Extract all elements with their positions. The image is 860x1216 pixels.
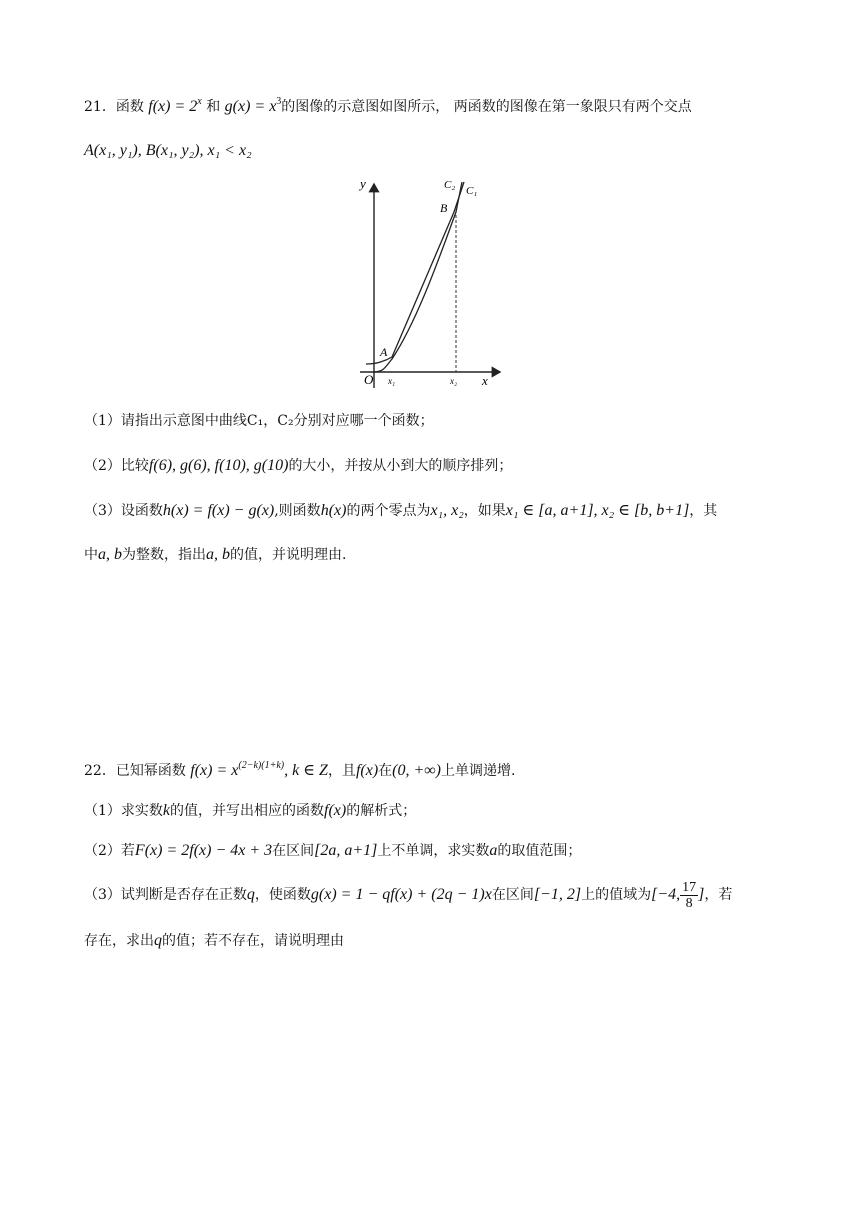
q21-p3-text-c: 的两个零点为 <box>346 503 431 519</box>
q21-f-formula <box>148 98 201 115</box>
q22-p1-text-b: 的值，并写出相应的函数 <box>170 803 325 819</box>
q22-stem <box>84 760 515 780</box>
q21-p3-text-b: ,则函数 <box>274 503 321 519</box>
q22-interval: (0, +∞) <box>392 762 441 779</box>
q21-number: 21． <box>84 99 116 115</box>
q21-g-formula <box>225 98 282 115</box>
q21-part2 <box>84 455 512 475</box>
q22-p3-q: q <box>246 886 255 904</box>
q22-text-c: 在 <box>378 763 393 779</box>
q22-k-cond: , k ∈ Z <box>284 762 328 779</box>
q22-p3-g: g(x) = 1 − qf(x) + (2q − 1)x <box>310 886 492 904</box>
q22-f-formula <box>190 762 328 779</box>
q22-part3-line2 <box>84 930 344 950</box>
q21-points: A(x₁, y₁), B(x₁, y₂), x₁ < x₂ <box>84 142 252 159</box>
q21-p3-text: （3）设函数 <box>84 503 163 519</box>
q21-p2-text-b: 的大小，并按从小到大的顺序排列； <box>288 458 513 474</box>
q21-p3-text-e: ，其 <box>689 503 718 519</box>
curve-c2 <box>374 182 462 372</box>
q22-p1-text-c: 的解析式； <box>346 803 417 819</box>
curve-c1 <box>366 182 464 364</box>
q21-p1-comma: ， <box>263 413 278 429</box>
graph-label-c2: C₂ <box>444 179 456 191</box>
q22-p3-range-close: ] <box>698 886 705 904</box>
q22-p2-interval: [2a, a+1] <box>314 842 378 859</box>
q21-p1-c1: C₁ <box>246 413 264 429</box>
q22-text: 已知幂函数 <box>115 763 186 779</box>
q22-p2-text-c: 上不单调，求实数 <box>377 843 490 859</box>
q22-p3-range <box>651 880 705 911</box>
q21-p3-intervals: x₁ ∈ [a, a+1], x₂ ∈ [b, b+1] <box>505 502 690 519</box>
q21-p3-text-f: 中 <box>84 547 98 563</box>
q22-p1-k: k <box>162 802 171 819</box>
q21-p2-math: f(6), g(6), f(10), g(10) <box>148 457 289 474</box>
q21-part3-line1 <box>84 500 717 520</box>
q22-f-exponent: (2−k)(1+k) <box>238 760 285 771</box>
q21-p3-ab: a, b <box>98 546 122 563</box>
q22-p2-text-d: 的取值范围； <box>497 843 582 859</box>
q22-p2-text: （2）若 <box>84 843 135 859</box>
q22-p3-range-open: [−4, <box>651 886 681 904</box>
q22-p3-text-g: 的值；若不存在，请说明理由 <box>162 933 344 949</box>
q21-p3-ab2: a, b <box>206 546 230 563</box>
graph-label-x: x <box>482 373 488 388</box>
q22-p3-q2: q <box>154 932 162 949</box>
q21-text: 函数 <box>115 99 144 115</box>
q22-text-b: ，且 <box>327 763 356 779</box>
q22-f-base: f(x) = x <box>190 762 239 779</box>
q21-p3-h2: h(x) <box>320 502 347 519</box>
graph-label-a: A <box>380 345 388 359</box>
q21-graph <box>352 170 512 392</box>
q22-p3-text-c: 在区间 <box>491 887 534 904</box>
q21-f-base: f(x) = 2 <box>148 98 198 115</box>
graph-label-c1: C₁ <box>466 185 478 197</box>
q21-part3-line2 <box>84 544 346 564</box>
q22-p3-fraction <box>680 880 698 911</box>
q22-p3-interval: [−1, 2] <box>533 886 582 904</box>
q21-p3-text-h: 的值，并说明理由. <box>230 547 347 563</box>
q22-p3-text-f: 存在，求出 <box>84 933 154 949</box>
graph-label-x1: x₁ <box>388 376 396 386</box>
q21-p3-text-g: 为整数，指出 <box>122 547 206 563</box>
q21-p1-text: （1）请指出示意图中曲线 <box>84 413 247 429</box>
q21-p3-text-d: ，如果 <box>463 503 506 519</box>
q22-p3-frac-num: 17 <box>682 880 697 895</box>
q22-p3-text-e: ，若 <box>704 887 733 904</box>
graph-label-y: y <box>360 176 366 191</box>
q21-g-exponent: 3 <box>276 96 282 107</box>
q21-p3-h: h(x) = f(x) − g(x) <box>162 502 275 519</box>
q21-g-base: g(x) = x <box>224 98 277 115</box>
q22-p1-fx: f(x) <box>324 802 347 819</box>
graph-label-b: B <box>440 201 448 215</box>
q22-p2-text-b: 在区间 <box>272 843 315 859</box>
q21-p1-text-b: 分别对应哪一个函数； <box>293 413 434 429</box>
q22-text-d: 上单调递增. <box>441 763 516 779</box>
q21-part1 <box>84 410 434 430</box>
q22-p1-text: （1）求实数 <box>84 803 163 819</box>
q21-p3-zeros: x₁, x₂ <box>430 502 464 519</box>
q22-p3-frac-den: 8 <box>685 896 693 911</box>
graph-label-o: O <box>364 372 374 387</box>
q21-stem-line1 <box>84 96 692 116</box>
q22-number: 22． <box>84 763 116 779</box>
q22-part1 <box>84 800 416 820</box>
q22-part3-line1 <box>84 880 732 911</box>
q22-p3-text: （3）试判断是否存在正数 <box>84 887 247 904</box>
q21-text-b: 的图像的示意图如图所示， 两函数的图像在第一象限只有两个交点 <box>281 99 692 115</box>
q22-part2 <box>84 840 581 860</box>
graph-label-x2: x₂ <box>450 376 458 386</box>
q21-p2-text: （2）比较 <box>84 458 149 474</box>
q22-p2-F: F(x) = 2f(x) − 4x + 3 <box>134 842 273 859</box>
q21-p1-c2: C₂ <box>277 413 294 429</box>
q22-fx: f(x) <box>355 762 379 779</box>
q21-f-exponent: x <box>197 96 202 107</box>
q21-and: 和 <box>206 99 221 115</box>
q22-p3-text-b: ，使函数 <box>254 887 311 904</box>
q22-p2-a: a <box>489 842 498 859</box>
q22-p3-text-d: 上的值域为 <box>581 887 652 904</box>
